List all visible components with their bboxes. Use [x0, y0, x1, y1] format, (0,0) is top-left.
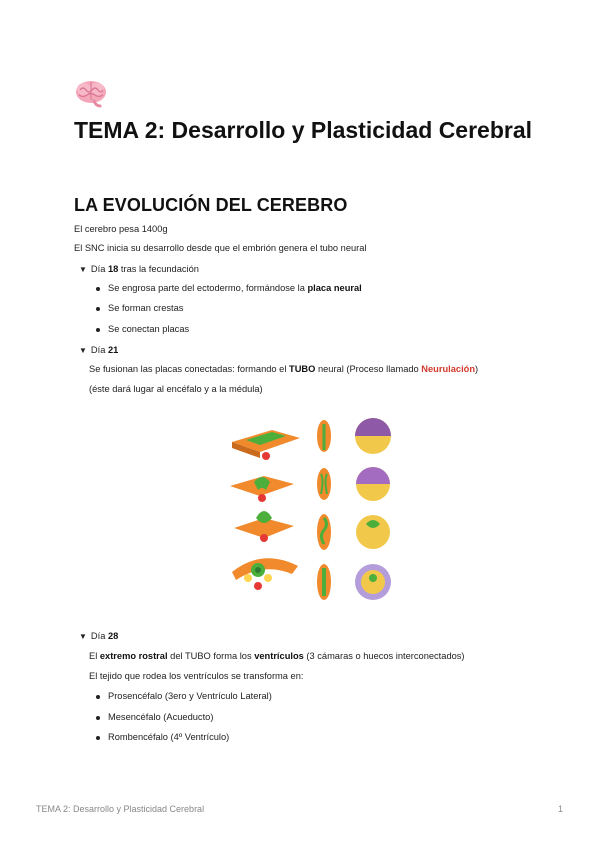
list-item: Se conectan placas — [108, 324, 190, 334]
list-item: Se forman crestas — [108, 303, 184, 313]
bullet-icon — [96, 716, 100, 720]
neurulation-illustration — [228, 402, 398, 612]
list-item: Se engrosa parte del ectodermo, formándose la placa neural — [108, 283, 362, 293]
bullet-icon — [96, 287, 100, 291]
list-item: Prosencéfalo (3ero y Ventrículo Lateral) — [108, 691, 272, 701]
paragraph-fusion: Se fusionan las placas conectadas: formando el TUBO neural (Proceso llamado Neurulación) — [89, 364, 479, 374]
paragraph-snc: El SNC inicia su desarrollo desde que el embrión genera el tubo neural — [74, 243, 367, 253]
paragraph-weight: El cerebro pesa 1400g — [74, 224, 168, 234]
triangle-down-icon: ▼ — [79, 265, 87, 274]
triangle-down-icon: ▼ — [79, 632, 87, 641]
embryo-cross-section-stages — [230, 430, 300, 590]
embryo-dorsal-view-stages — [317, 420, 331, 600]
list-item: Mesencéfalo (Acueducto) — [108, 712, 214, 722]
bullet-icon — [96, 736, 100, 740]
page-number: 1 — [558, 804, 564, 814]
footer-title: TEMA 2: Desarrollo y Plasticidad Cerebral — [36, 804, 205, 814]
toggle-day-28[interactable]: ▼ Día 28 — [79, 631, 119, 641]
triangle-down-icon: ▼ — [79, 346, 87, 355]
section-heading: LA EVOLUCIÓN DEL CEREBRO — [74, 195, 348, 215]
paragraph-ventricles: El extremo rostral del TUBO forma los ventrículos (3 cámaras o huecos interconectados) — [89, 651, 465, 661]
page-title: TEMA 2: Desarrollo y Plasticidad Cerebral — [74, 117, 533, 143]
toggle-day-18[interactable]: ▼ Día 18 tras la fecundación — [79, 264, 199, 274]
paragraph-encefalo: (éste dará lugar al encéfalo y a la médula) — [89, 384, 263, 394]
toggle-day-21[interactable]: ▼ Día 21 — [79, 345, 119, 355]
paragraph-tissue: El tejido que rodea los ventrículos se transforma en: — [89, 671, 304, 681]
bullet-icon — [96, 307, 100, 311]
list-item: Rombencéfalo (4º Ventrículo) — [108, 732, 230, 742]
bullet-icon — [96, 328, 100, 332]
brain-icon — [74, 78, 108, 108]
bullet-icon — [96, 695, 100, 699]
embryo-sphere-stages — [355, 418, 391, 600]
